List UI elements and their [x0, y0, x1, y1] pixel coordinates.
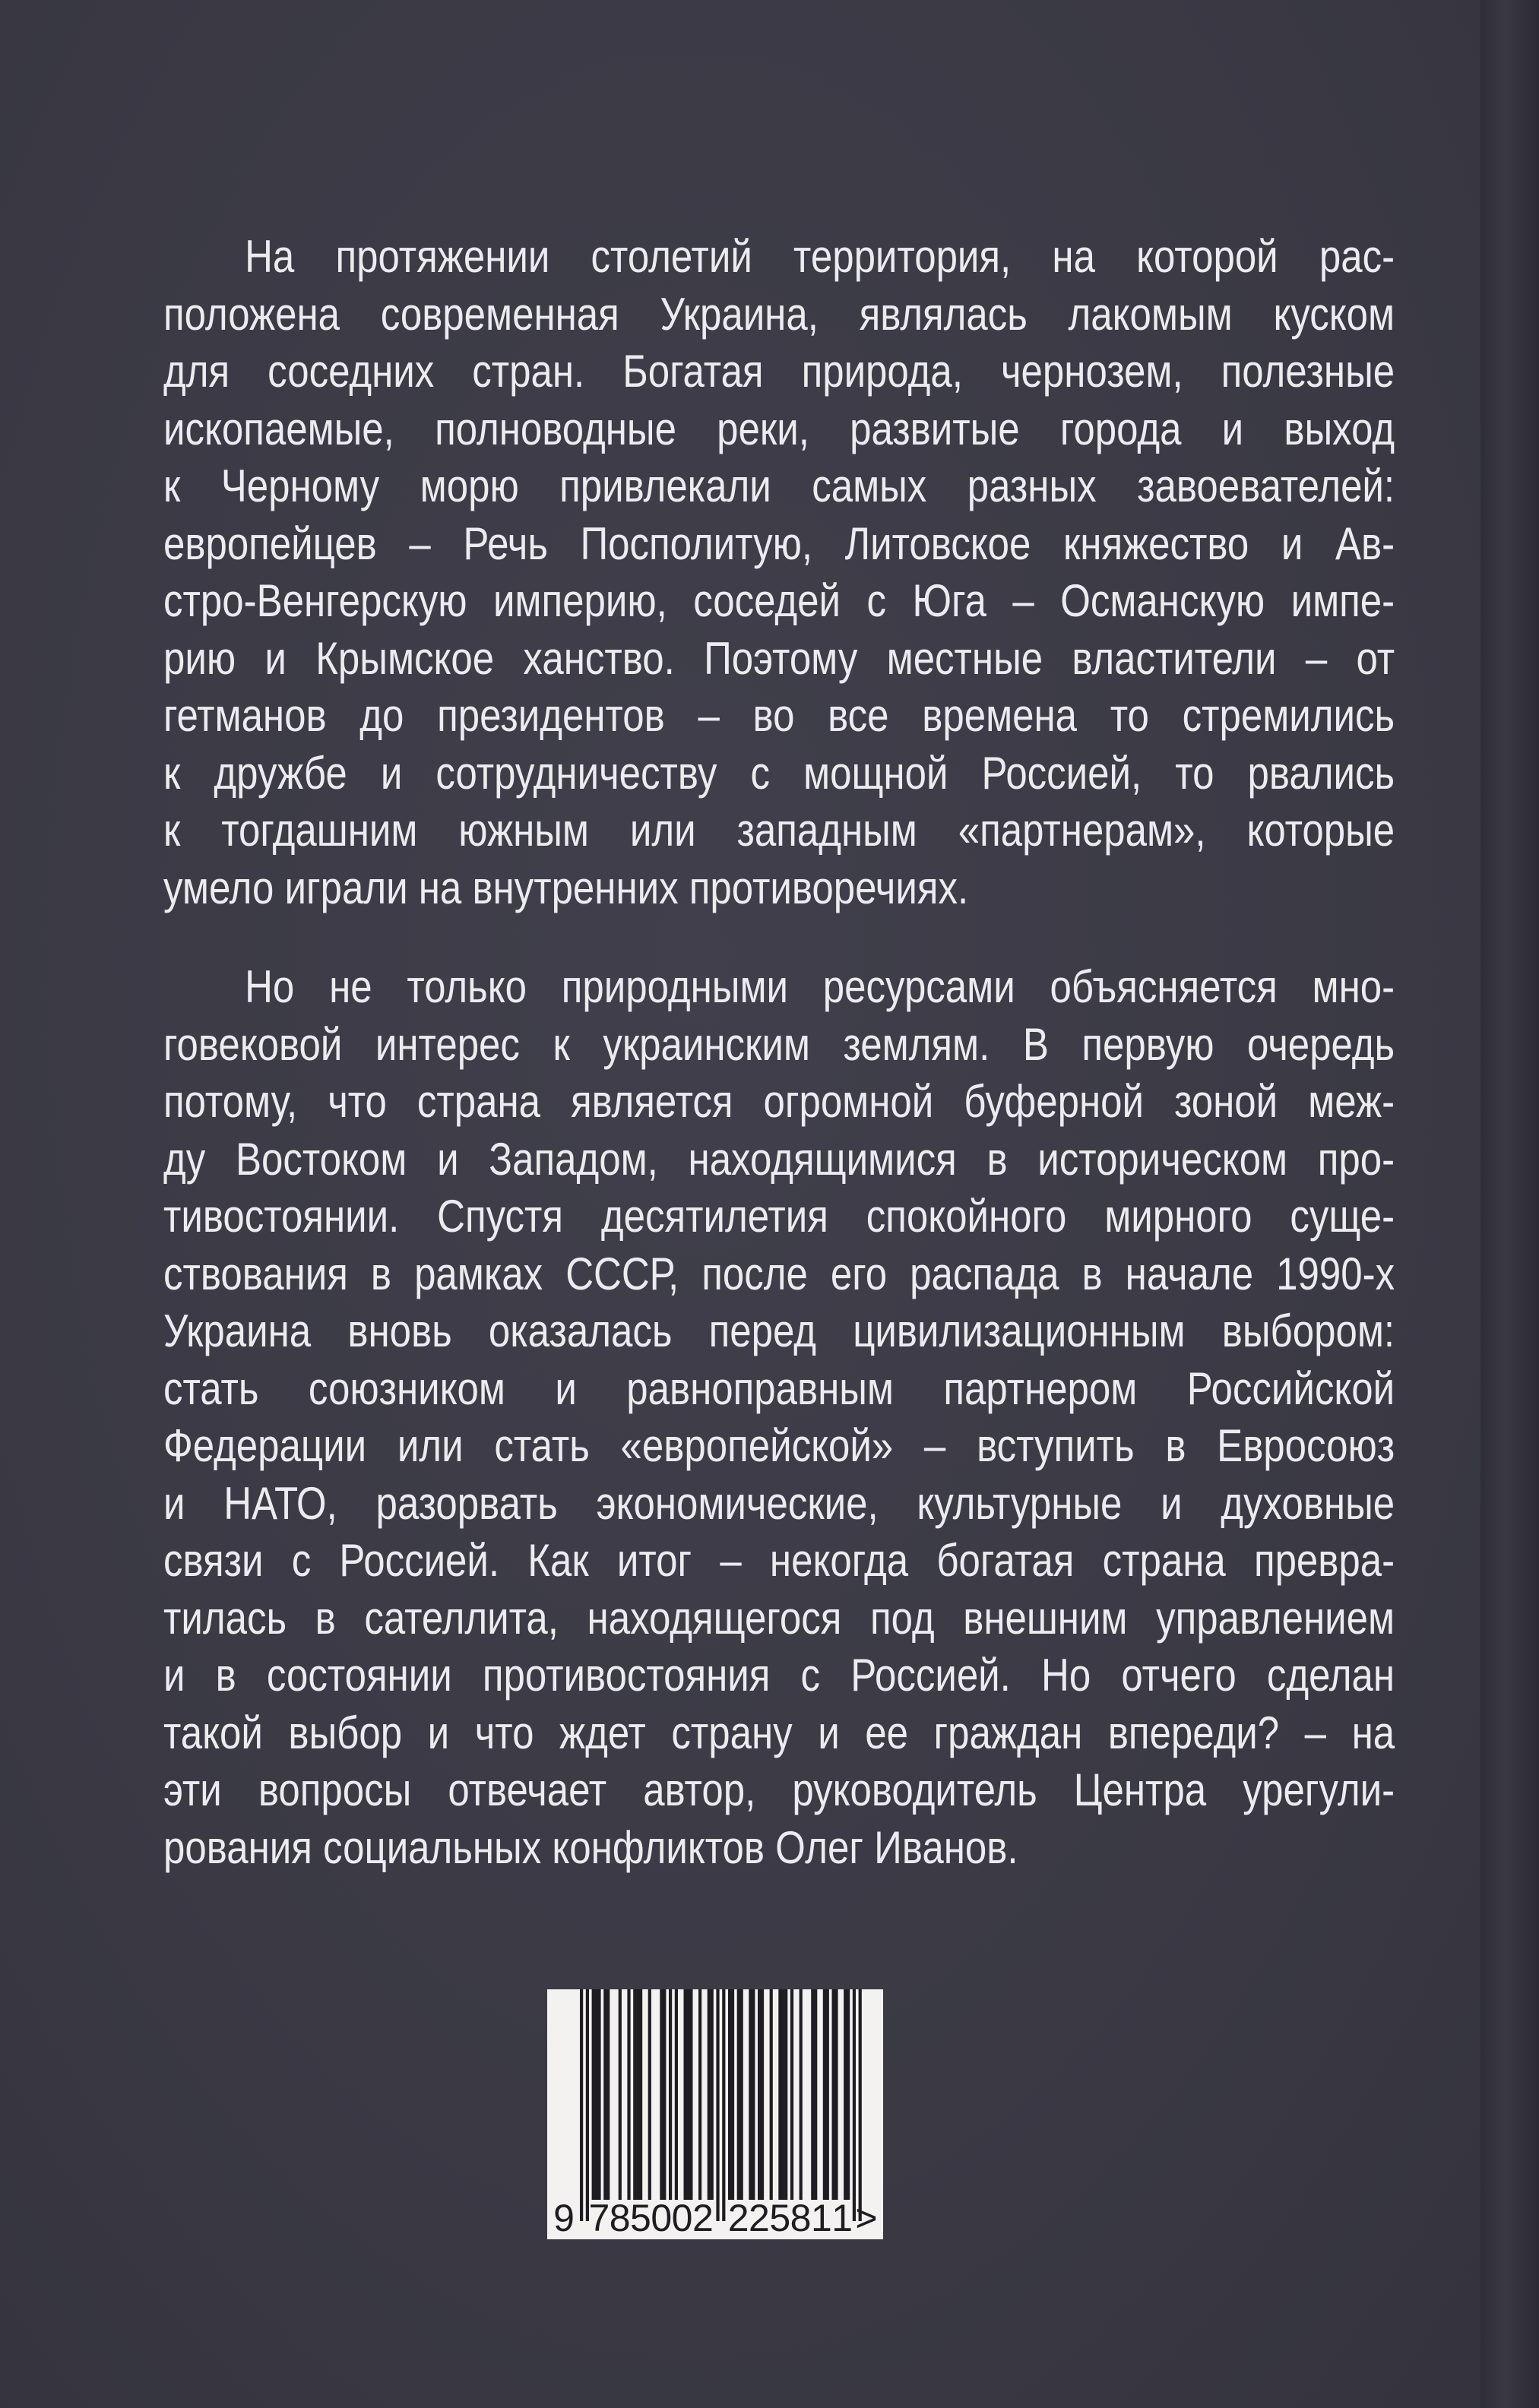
text-line: к тогдашним южным или западным «партнерам», которые [163, 805, 1395, 856]
barcode-bar [711, 1989, 714, 2200]
text-line: и НАТО, разорвать экономические, культурные и духовные [163, 1477, 1395, 1529]
barcode-bar [781, 1989, 784, 2200]
text-line: стать союзником и равноправным партнером Российской [163, 1362, 1395, 1414]
barcode-bar [752, 1989, 755, 2200]
text-line: положена современная Украина, являлась лакомым куском [163, 288, 1395, 340]
barcode-bar [708, 1989, 711, 2200]
barcode-bar [595, 1989, 598, 2200]
barcode-bar [586, 1989, 589, 2221]
barcode-digit: 5 [630, 2197, 651, 2239]
text-line: рию и Крымское ханство. Поэтому местные властители – от [163, 632, 1395, 684]
barcode-bar [675, 1989, 678, 2200]
barcode-bar [663, 1989, 666, 2200]
barcode-bar [698, 1989, 701, 2200]
barcode-bar [597, 1989, 600, 2200]
barcode-digit: 0 [651, 2197, 673, 2239]
barcode-bar [689, 1989, 692, 2200]
barcode-digit: 2 [727, 2197, 749, 2239]
book-spine-edge [1480, 0, 1539, 2408]
barcode-bar [770, 1989, 773, 2200]
barcode-bar [823, 1989, 826, 2200]
text-line: эти вопросы отвечает автор, руководитель Центра урегули- [163, 1764, 1395, 1815]
barcode-digit: 0 [671, 2197, 693, 2239]
barcode-graphic [547, 1989, 883, 2239]
blurb-paragraph-1 [163, 228, 1395, 916]
barcode-bar [859, 1989, 862, 2221]
barcode-bar [800, 1989, 803, 2200]
text-line: ископаемые, полноводные реки, развитые города и выход [163, 403, 1395, 454]
text-line: гетманов до президентов – во все времена то стремились [163, 690, 1395, 741]
barcode-bar [826, 1989, 829, 2200]
barcode-digit: 1 [831, 2197, 853, 2239]
text-line: к дружбе и сотрудничеству с мощной Россией, то рвались [163, 747, 1395, 799]
barcode-bar [749, 1989, 752, 2200]
barcode-digit: 5 [769, 2197, 791, 2239]
barcode-quiet-zone-marker: > [855, 2197, 878, 2239]
text-line: Федерации или стать «европейской» – вступить в Евросоюз [163, 1420, 1395, 1471]
barcode-bar [684, 1989, 687, 2200]
barcode-bar [737, 1989, 740, 2200]
barcode-bar [740, 1989, 743, 2200]
barcode-bar [722, 1989, 725, 2221]
barcode-bar [606, 1989, 610, 2200]
barcode-bar [639, 1989, 642, 2200]
barcode-bar [811, 1989, 814, 2200]
barcode-bar [633, 1989, 636, 2200]
barcode-bar [716, 1989, 719, 2221]
text-line: тивостоянии. Спустя десятилетия спокойного мирного суще- [163, 1191, 1395, 1242]
barcode-bar [790, 1989, 793, 2200]
text-line: умело играли на внутренних противоречиях. [163, 862, 969, 913]
text-line: тилась в сателлита, находящегося под внешним управлением [163, 1592, 1395, 1644]
barcode-digit: 2 [749, 2197, 770, 2239]
barcode-bar [731, 1989, 734, 2200]
barcode-bar [636, 1989, 639, 2200]
barcode-bar [844, 1989, 847, 2200]
barcode-bar [627, 1989, 630, 2200]
text-line: такой выбор и что ждет страну и ее граждан впереди? – на [163, 1707, 1395, 1758]
text-line: к Черному морю привлекали самых разных завоевателей: [163, 460, 1395, 511]
barcode-bar [778, 1989, 781, 2200]
barcode-bar [660, 1989, 663, 2200]
barcode-bar [834, 1989, 838, 2200]
blurb-paragraph-2 [163, 958, 1395, 1876]
barcode-digit: 9 [553, 2197, 575, 2239]
barcode-bar [580, 1989, 583, 2221]
barcode-digit: 7 [588, 2197, 610, 2239]
text-line: ствования в рамках СССР, после его распада в начале 1990-х [163, 1248, 1395, 1299]
barcode-bar [853, 1989, 856, 2221]
text-line: потому, что страна является огромной буферной зоной меж- [163, 1076, 1395, 1127]
barcode-digit: 2 [692, 2197, 714, 2239]
text-line: европейцев – Речь Посполитую, Литовское княжество и Ав- [163, 517, 1395, 569]
barcode-digit: 8 [790, 2197, 812, 2239]
barcode-bar [592, 1989, 595, 2200]
barcode-bar [814, 1989, 817, 2200]
text-line: ду Востоком и Западом, находящимися в историческом про- [163, 1133, 1395, 1185]
barcode-bar [603, 1989, 606, 2200]
barcode-digit: 1 [810, 2197, 832, 2239]
text-line: Украина вновь оказалась перед цивилизационным выбором: [163, 1305, 1395, 1356]
barcode-bar [761, 1989, 764, 2200]
barcode-bar [686, 1989, 689, 2200]
text-line: говековой интерес к украинским землям. В первую очередь [163, 1018, 1395, 1070]
text-line: На протяжении столетий территория, на которой рас- [245, 231, 1395, 282]
barcode-bar [758, 1989, 761, 2200]
barcode-bar [648, 1989, 651, 2200]
text-line: и в состоянии противостояния с Россией. Но отчего сделан [163, 1650, 1395, 1701]
barcode-bar [832, 1989, 835, 2200]
barcode-bar [847, 1989, 850, 2200]
barcode-bar [669, 1989, 672, 2200]
text-line: стро-Венгерскую империю, соседей с Юга – Османскую импе- [163, 575, 1395, 626]
text-line: для соседних стран. Богатая природа, чернозем, полезные [163, 346, 1395, 397]
text-line: связи с Россией. Как итог – некогда богатая страна превра- [163, 1535, 1395, 1586]
barcode-bar [728, 1989, 731, 2200]
isbn-barcode [547, 1989, 883, 2239]
text-line: Но не только природными ресурсами объясняется мно- [245, 961, 1395, 1012]
barcode-bar [784, 1989, 787, 2200]
barcode-digit: 8 [609, 2197, 631, 2239]
barcode-bar [619, 1989, 622, 2200]
text-line: рования социальных конфликтов Олег Иванов. [163, 1821, 1018, 1873]
